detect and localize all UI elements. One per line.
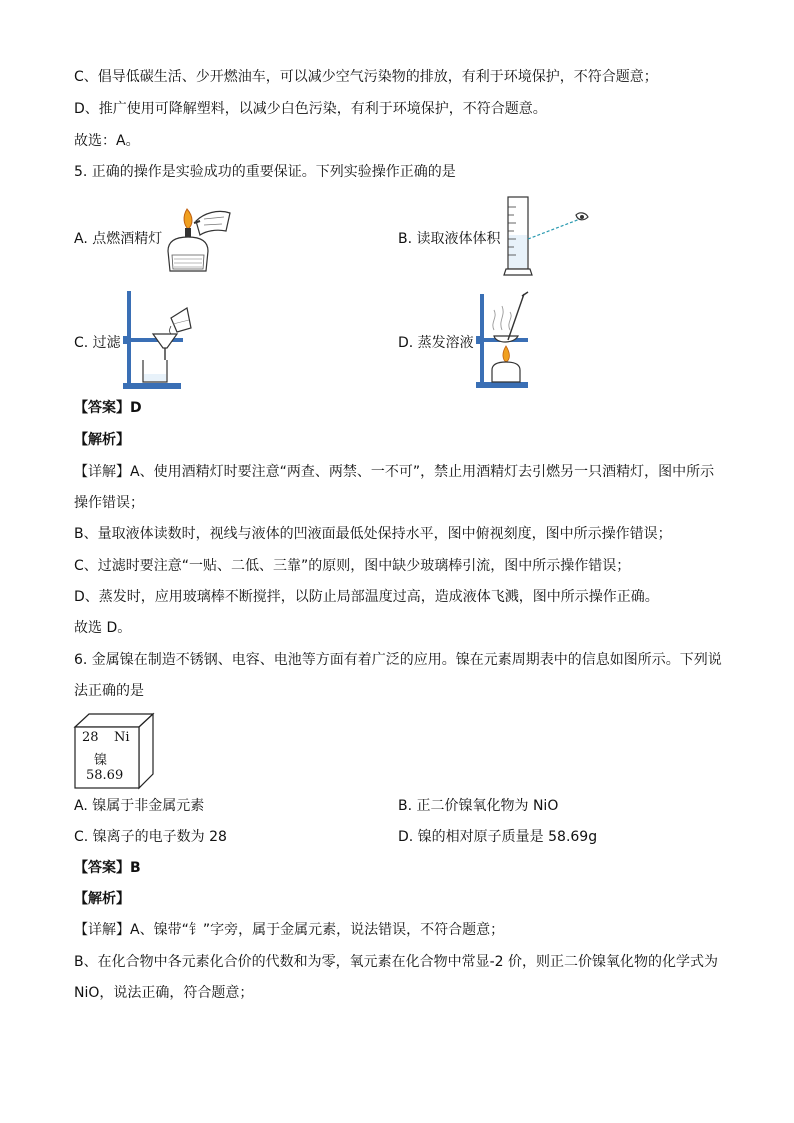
prev-choice: 故选：A。 <box>74 133 140 149</box>
q5-choice: 故选 D。 <box>74 620 132 636</box>
q5-detail-b: B、量取液体读数时，视线与液体的凹液面最低处保持水平，图中俯视刻度，图中所示操作错误； <box>74 526 672 542</box>
q6-detail-a: 【详解】A、镍带“钅”字旁，属于金属元素，说法错误，不符合题意； <box>74 922 505 938</box>
q5-stem: 5. 正确的操作是实验成功的重要保证。下列实验操作正确的是 <box>74 164 456 180</box>
filtration-figure <box>115 288 200 393</box>
q6-option-a: A. 镍属于非金属元素 <box>74 798 205 814</box>
q6-analysis-label: 【解析】 <box>74 891 130 907</box>
element-name: 镍 <box>94 753 108 768</box>
alcohol-lamp-figure <box>160 195 235 275</box>
element-symbol: Ni <box>114 730 130 745</box>
atomic-mass: 58.69 <box>86 768 124 783</box>
q6-stem-1: 6. 金属镍在制造不锈钢、电容、电池等方面有着广泛的应用。镍在元素周期表中的信息如图所示。下列说 <box>74 652 722 668</box>
prev-option-d-text: D、推广使用可降解塑料，以减少白色污染，有利于环境保护，不符合题意。 <box>74 101 547 117</box>
prev-option-c-text: C、倡导低碳生活、少开燃油车，可以减少空气污染物的排放，有利于环境保护，不符合题意； <box>74 69 658 85</box>
q5-analysis-label: 【解析】 <box>74 432 130 448</box>
q6-answer: 【答案】B <box>74 860 141 876</box>
q5-detail-a-2: 操作错误； <box>74 495 144 511</box>
q6-option-b: B. 正二价镍氧化物为 NiO <box>398 798 559 814</box>
q6-detail-b-1: B、在化合物中各元素化合价的代数和为零，氧元素在化合物中常显-2 价，则正二价镍氧化物的化学式为 <box>74 954 719 970</box>
q5-option-a: A. 点燃酒精灯 <box>74 231 163 247</box>
q5-option-c: C. 过滤 <box>74 335 121 351</box>
evaporation-figure <box>470 290 545 395</box>
q6-option-c: C. 镍离子的电子数为 28 <box>74 829 227 845</box>
reading-volume-figure <box>500 195 590 280</box>
q5-option-d: D. 蒸发溶液 <box>398 335 474 351</box>
q5-detail-c: C、过滤时要注意“一贴、二低、三靠”的原则，图中缺少玻璃棒引流，图中所示操作错误； <box>74 558 631 574</box>
q5-detail-a-1: 【详解】A、使用酒精灯时要注意“两查、两禁、一不可”，禁止用酒精灯去引燃另一只酒精灯，图中所示 <box>74 464 715 480</box>
q5-detail-d: D、蒸发时，应用玻璃棒不断搅拌，以防止局部温度过高，造成液体飞溅，图中所示操作正确。 <box>74 589 659 605</box>
atomic-number: 28 <box>82 730 99 745</box>
q6-detail-b-2: NiO，说法正确，符合题意； <box>74 985 254 1001</box>
q5-option-b: B. 读取液体体积 <box>398 231 501 247</box>
q6-stem-2: 法正确的是 <box>74 683 144 699</box>
q5-answer: 【答案】D <box>74 400 142 416</box>
q6-option-d: D. 镍的相对原子质量是 58.69g <box>398 829 598 845</box>
element-card-nickel <box>74 713 154 789</box>
